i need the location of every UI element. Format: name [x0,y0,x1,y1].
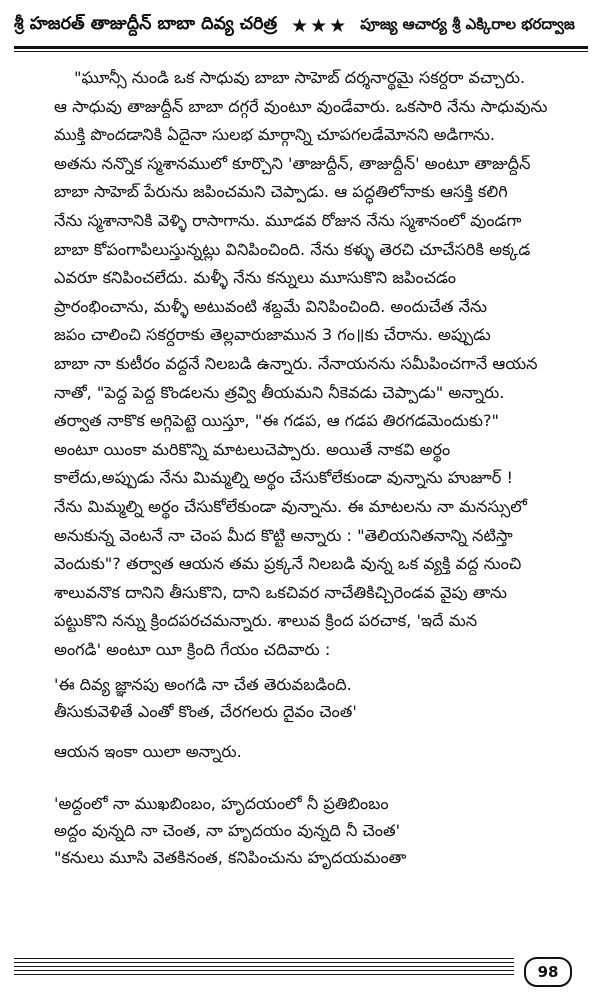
body-line: నేను మిమ్మల్ని అర్థం చేసుకోలేకుండా వున్నాను. ఈ మాటలను నా మనస్సులో [54,496,527,516]
verse-line: తీసుకువెళితే ఎంతో కొంత, చేరగలరు దైవం చెంత' [54,702,357,721]
verse-line: "కనులు మూసి వెతకినంత, కనిపించును హృదయమంతా [54,848,407,867]
page-number: 98 [537,963,559,981]
body-line: పట్టుకొని నన్ను క్రిందపరచమన్నారు. శాలువ క్రింద పరచాక, 'ఇదే మన [54,611,478,631]
body-line: శాలువనొక దానిని తీసుకొని, దాని ఒకచివర నాచేతికిచ్చిరెండవ వైపు తాను [54,582,507,602]
header-stars: ★★★ [291,15,349,37]
body-line: ఆయన ఇంకా యిలా అన్నారు. [54,742,242,761]
body-text [54,64,584,664]
page-header [14,8,588,44]
body-line: అంగడి' అంటూ యీ క్రింది గేయం చదివారు : [54,639,331,659]
body-line: నేను స్మశానానికి వెళ్ళి రాసాగాను. మూడవ రోజున నేను స్మశానంలో వుండగా [54,210,522,230]
verse-one [54,671,584,725]
body-line: నాతో, "పెద్ద పెద్ద కొండలను త్రవ్వి తీయమని నీకెవడు చెప్పాడు" అన్నారు. [54,382,505,402]
body-line: ఎవరూ కనిపించలేదు. మళ్ళీ నేను కన్నులు మూసుకొని జపించడం [54,268,456,288]
body-line: జపం చాలించి సకర్దరాకు తెల్లవారుజామున 3 గం॥కు చేరాను. అప్పుడు [54,325,491,345]
verse-line: అద్దం వున్నది నా చెంత, నా హృదయం వున్నది నీ చెంత' [54,821,401,840]
body-line: "ఘూన్సీ నుండి ఒక సాధువు బాబా సాహెబ్ దర్శనార్థమై సకర్దరా వచ్చారు. [74,68,526,87]
body-line: అనుకున్న వెంటనే నా చెంప మీద కొట్టి అన్నారు : "తెలియనితనాన్ని నటిస్తా [54,525,513,545]
footer-rules [14,958,514,980]
author-name: పూజ్య ఆచార్య శ్రీ ఎక్కిరాల భరద్వాజ [360,15,575,33]
body-line: ముక్తి పొందడానికి ఏదైనా సులభ మార్గాన్ని చూపగలడేమోనని అడిగాను. [54,125,496,145]
body-line: వెందుకు"? తర్వాత ఆయన తమ ప్రక్కనే నిలబడి వున్న ఒక వ్యక్తి వద్ద నుంచి [54,554,522,574]
page-number-badge [524,957,572,987]
body-line: అతను నన్నొక స్మశానములో కూర్చొని 'తాజుద్దీన్, తాజుద్దీన్' అంటూ తాజుద్దీన్ [54,153,531,173]
mid-paragraph [54,738,584,765]
body-line: బాబా సాహెబ్ పేరును జపించమని చెప్పాడు. ఆ పద్ధతిలోనాకు ఆసక్తి కలిగి [54,182,508,202]
verse-two [54,790,584,871]
verse-line: 'అద్దంలో నా ముఖబింబం, హృదయంలో నీ ప్రతిబింబం [54,794,389,813]
body-line: ఆ సాధువు తాజుద్దీన్ బాబా దగ్గరే వుంటూ వుండేవారు. ఒకసారి నేను సాధువును [54,96,548,116]
header-rule-thick [14,46,588,49]
body-line: తర్వాత నాకొక అగ్గిపెట్టె యిస్తూ, "ఈ గడప, ఆ గడప తిరగడమెందుకు?" [54,411,499,431]
verse-line: 'ఈ దివ్య జ్ఞానపు అంగడి నా చేత తెరువబడింది. [54,675,352,694]
body-line: బాబా నా కుటీరం వద్దనే నిలబడి ఉన్నారు. నేనాయనను సమీపించగానే ఆయన [54,353,538,373]
body-line: ప్రారంభించాను, మళ్ళీ అటువంటి శబ్దమే వినిపించింది. అందుచేత నేను [54,296,487,316]
body-line: అంటూ యింకా మరికొన్ని మాటలుచెప్పారు. అయితే నాకవి అర్థం [54,439,451,459]
header-rule-thin [14,51,588,52]
body-line: బాబా కోపంగాపిలుస్తున్నట్లు వినిపించింది. నేను కళ్ళు తెరచి చూచేసరికి అక్కడ [54,239,531,259]
body-line: కాలేదు,అప్పుడు నేను మిమ్మల్ని అర్థం చేసుకోలేకుండా వున్నాను హుజూర్ ! [54,468,513,488]
book-title: శ్రీ హజరత్ తాజుద్దీన్ బాబా దివ్య చరిత్ర [14,14,278,34]
